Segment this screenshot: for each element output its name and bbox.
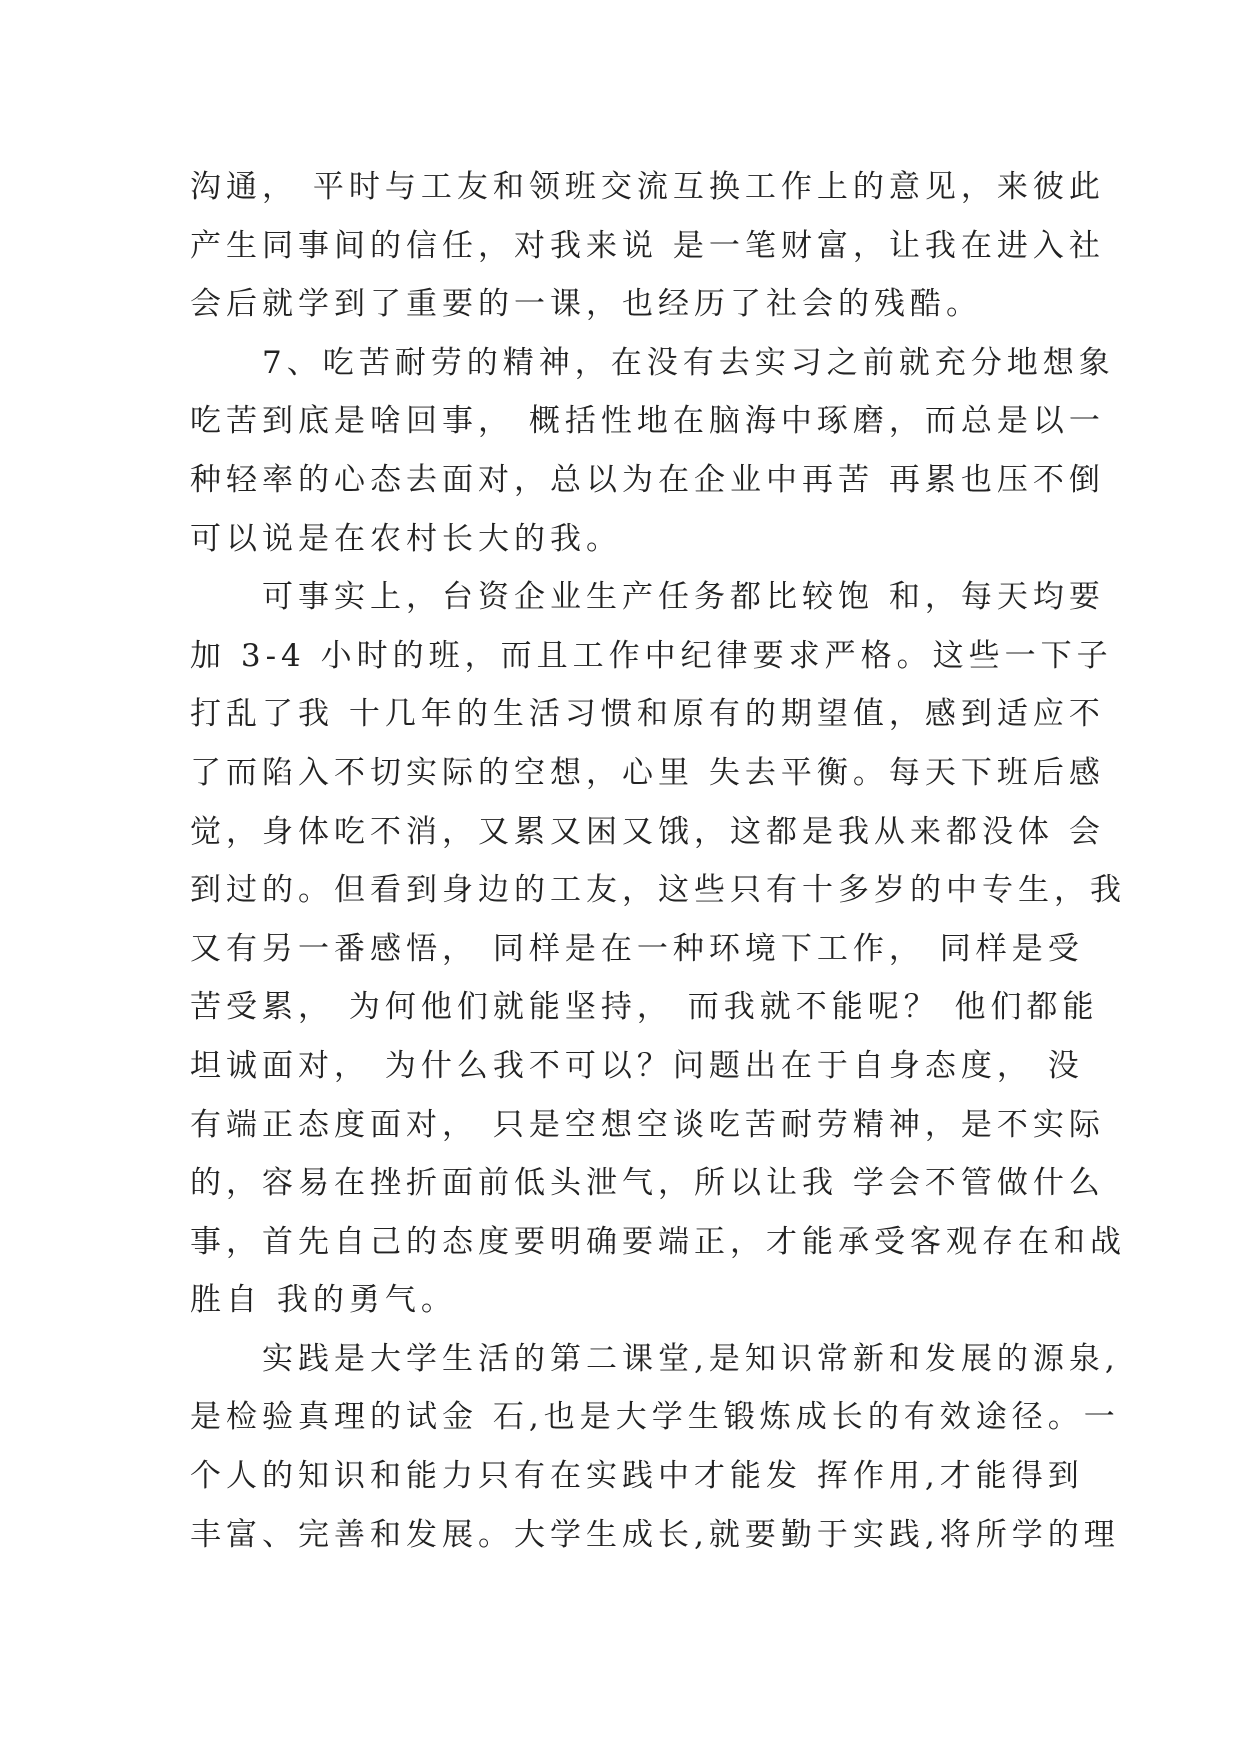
text-line: 到过的。但看到身边的工友，这些只有十多岁的中专生，我 xyxy=(190,872,1126,909)
text-line: 是检验真理的试金 石,也是大学生锻炼成长的有效途径。一 xyxy=(190,1399,1120,1436)
body-text xyxy=(190,158,1126,1564)
text-line: 种轻率的心态去面对，总以为在企业中再苦 再累也压不倒 xyxy=(190,461,1105,498)
text-line: 实践是大学生活的第二课堂,是知识常新和发展的源泉, xyxy=(190,1340,1120,1377)
text-line: 吃苦到底是啥回事， 概括性地在脑海中琢磨，而总是以一 xyxy=(190,403,1105,440)
text-line: 苦受累， 为何他们就能坚持， 而我就不能呢？ 他们都能 xyxy=(190,989,1099,1026)
text-line: 觉，身体吃不消，又累又困又饿，这都是我从来都没体 会 xyxy=(190,813,1105,850)
text-line: 可以说是在农村长大的我。 xyxy=(190,520,622,557)
text-line: 加 3-4 小时的班，而且工作中纪律要求严格。这些一下子 xyxy=(190,637,1113,674)
text-line: 产生同事间的信任，对我来说 是一笔财富，让我在进入社 xyxy=(190,227,1105,264)
text-line: 了而陷入不切实际的空想，心里 失去平衡。每天下班后感 xyxy=(190,754,1105,791)
text-line: 丰富、完善和发展。大学生成长,就要勤于实践,将所学的理 xyxy=(190,1516,1120,1553)
text-line: 沟通， 平时与工友和领班交流互换工作上的意见，来彼此 xyxy=(190,169,1105,205)
text-line: 事，首先自己的态度要明确要端正，才能承受客观存在和战 xyxy=(190,1223,1126,1260)
text-line: 会后就学到了重要的一课，也经历了社会的残酷。 xyxy=(190,286,982,323)
text-line: 可事实上，台资企业生产任务都比较饱 和，每天均要 xyxy=(190,579,1105,616)
text-line: 坦诚面对， 为什么我不可以？问题出在于自身态度， 没 xyxy=(190,1047,1084,1084)
text-line: 胜自 我的勇气。 xyxy=(190,1282,457,1319)
text-line: 有端正态度面对， 只是空想空谈吃苦耐劳精神，是不实际 xyxy=(190,1106,1105,1143)
text-line: 个人的知识和能力只有在实践中才能发 挥作用,才能得到 xyxy=(190,1458,1084,1495)
text-line: 的，容易在挫折面前低头泄气，所以让我 学会不管做什么 xyxy=(190,1165,1105,1202)
text-line: 7、吃苦耐劳的精神，在没有去实习之前就充分地想象 xyxy=(190,344,1115,381)
text-line: 又有另一番感悟， 同样是在一种环境下工作， 同样是受 xyxy=(190,930,1084,967)
text-line: 打乱了我 十几年的生活习惯和原有的期望值，感到适应不 xyxy=(190,696,1105,733)
